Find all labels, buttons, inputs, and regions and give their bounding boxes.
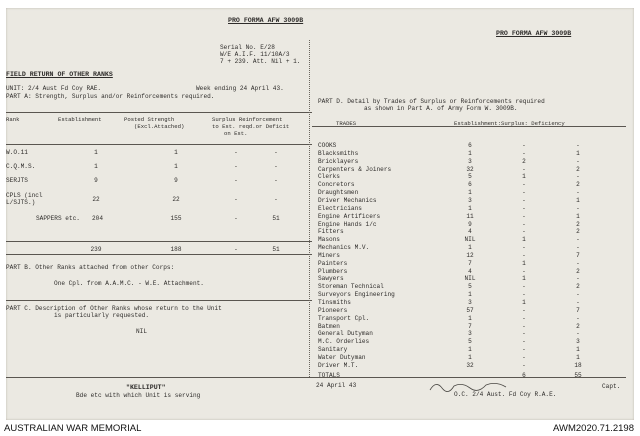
trade-establishment: 1: [468, 291, 472, 299]
trade-deficiency: 1: [576, 353, 580, 361]
trade-name: Surveyors Engineering: [318, 291, 395, 299]
trade-surplus: -: [522, 353, 526, 361]
part-c-heading: PART C. Description of Other Ranks whose return to the Unit: [6, 305, 222, 312]
trade-surplus: -: [522, 306, 526, 314]
trade-surplus: -: [522, 283, 526, 291]
part-c-bottom-rule: [6, 377, 312, 378]
trade-establishment: 3: [468, 196, 472, 204]
trade-establishment: 1: [468, 149, 472, 157]
trade-name: Concretors: [318, 181, 355, 189]
trade-surplus: 1: [522, 275, 526, 283]
col-surplus-1: Surplus Reinforcement: [212, 116, 283, 123]
rank-cell: W.O.11: [6, 149, 28, 156]
trade-name: Draughtsmen: [318, 189, 359, 197]
rank-cell: SAPPERS etc.: [36, 215, 80, 222]
trade-name: Driver Mechanics: [318, 196, 377, 204]
surplus-cell: -: [234, 177, 238, 184]
est-cell: 1: [94, 149, 98, 156]
trade-name: Transport Cpl.: [318, 314, 370, 322]
trade-deficiency: 1: [576, 149, 580, 157]
trade-establishment: 1: [468, 189, 472, 197]
trade-deficiency: 2: [576, 283, 580, 291]
col-surplus-2: to Est. reqd.or Deficit: [212, 123, 290, 130]
posted-cell: 155: [170, 215, 182, 222]
trade-surplus: -: [522, 165, 526, 173]
trade-name: Water Dutyman: [318, 353, 366, 361]
trade-surplus: -: [522, 189, 526, 197]
trade-deficiency: -: [576, 314, 580, 322]
trade-establishment: 6: [468, 181, 472, 189]
week-ending: Week ending 24 April 43.: [196, 85, 284, 92]
trade-establishment: 4: [468, 228, 472, 236]
trade-name: Bricklayers: [318, 157, 359, 165]
trade-establishment: 11: [466, 212, 474, 220]
trade-establishment: NIL: [464, 236, 476, 244]
trade-deficiency: -: [576, 291, 580, 299]
total-posted: 188: [170, 246, 182, 253]
caption-left: AUSTRALIAN WAR MEMORIAL: [4, 423, 142, 434]
trade-deficiency: -: [576, 204, 580, 212]
trade-deficiency: -: [576, 275, 580, 283]
trades-total-deficit: 55: [574, 372, 582, 379]
posted-cell: 1: [174, 163, 178, 170]
part-a-heading: PART A: Strength, Surplus and/or Reinforcements required.: [6, 93, 215, 100]
unit-line: UNIT: 2/4 Aust Fd Coy RAE.: [6, 85, 102, 92]
trade-surplus: -: [522, 212, 526, 220]
form-title-right: PRO FORMA AFW 3009B: [496, 30, 572, 37]
part-b-detail: One Cpl. from A.A.M.C. - W.E. Attachment.: [54, 280, 204, 287]
rank-cell: SERJTS: [6, 177, 28, 184]
deficit-cell: 51: [272, 215, 280, 222]
trade-establishment: 1: [468, 204, 472, 212]
trade-surplus: -: [522, 251, 526, 259]
trade-surplus: -: [522, 149, 526, 157]
trade-surplus: -: [522, 181, 526, 189]
trade-establishment: 9: [468, 220, 472, 228]
total-surplus: -: [234, 246, 238, 253]
trade-establishment: 1: [468, 346, 472, 354]
strength-line: 7 + 239. Att. Nil + 1.: [220, 58, 301, 65]
footer-date: 24 April 43: [316, 382, 357, 389]
est-cell: 22: [92, 196, 100, 203]
part-a-top-rule: [6, 112, 312, 113]
trade-deficiency: -: [576, 244, 580, 252]
posted-cell: 9: [174, 177, 178, 184]
trade-name: Blacksmiths: [318, 149, 359, 157]
center-divider: [309, 40, 310, 377]
trade-deficiency: -: [576, 236, 580, 244]
trade-surplus: -: [522, 142, 526, 149]
part-d-heading: PART D. Detail by Trades of Surplus or Reinforcements required: [318, 98, 545, 105]
trade-deficiency: 7: [576, 251, 580, 259]
trade-deficiency: 2: [576, 165, 580, 173]
trade-deficiency: -: [576, 330, 580, 338]
trade-deficiency: -: [576, 157, 580, 165]
trade-establishment: 1: [468, 244, 472, 252]
trade-deficiency: -: [576, 259, 580, 267]
trade-establishment: 3: [468, 330, 472, 338]
trade-deficiency: 1: [576, 196, 580, 204]
trade-establishment: 6: [468, 142, 472, 149]
col-surplus-3: on Est.: [224, 130, 248, 137]
trade-establishment: 32: [466, 165, 474, 173]
part-a-bottom-rule: [6, 254, 312, 255]
trade-surplus: 1: [522, 236, 526, 244]
trade-name: Mechanics M.V.: [318, 244, 370, 252]
trade-deficiency: 2: [576, 322, 580, 330]
trade-establishment: 1: [468, 353, 472, 361]
trades-totals-label: TOTALS: [318, 372, 340, 379]
trade-surplus: -: [522, 330, 526, 338]
trade-name: Tinsmiths: [318, 299, 351, 306]
trade-name: Plumbers: [318, 267, 348, 275]
trade-surplus: -: [522, 244, 526, 252]
location-name: "KELLIPUT": [126, 384, 166, 391]
trade-establishment: 7: [468, 322, 472, 330]
total-est: 239: [90, 246, 102, 253]
est-cell: 9: [94, 177, 98, 184]
trade-surplus: 2: [522, 157, 526, 165]
rank-cell-continued: L/SJTS.): [6, 199, 36, 206]
part-c-subheading: is particularly requested.: [54, 312, 150, 319]
trade-surplus: -: [522, 322, 526, 330]
trade-name: COOKS: [318, 142, 337, 149]
serial-number: Serial No. E/28: [220, 44, 275, 51]
col-trades-values: Establishment:Surplus: Deficiency: [454, 120, 565, 127]
trade-surplus: 1: [522, 259, 526, 267]
trade-surplus: -: [522, 196, 526, 204]
part-d-subheading: as shown in Part A. of Army Form W. 3009B.: [364, 105, 518, 112]
trade-name: Storeman Technical: [318, 283, 384, 291]
signature-line: O.C. 2/4 Aust. Fd Coy R.A.E.: [454, 391, 557, 398]
trade-name: Painters: [318, 259, 348, 267]
deficit-cell: -: [274, 149, 278, 156]
trade-deficiency: 2: [576, 267, 580, 275]
trade-establishment: 5: [468, 173, 472, 181]
total-deficit: 51: [272, 246, 280, 253]
surplus-cell: -: [234, 196, 238, 203]
trade-name: Miners: [318, 251, 340, 259]
est-cell: 1: [94, 163, 98, 170]
we-reference: W/E A.I.F. 11/10A/3: [220, 51, 290, 58]
trade-name: General Dutyman: [318, 330, 373, 338]
trades-total-surplus: 6: [522, 372, 526, 379]
trade-name: Engine Hands 1/c: [318, 220, 377, 228]
trade-surplus: -: [522, 338, 526, 346]
trade-surplus: -: [522, 220, 526, 228]
form-title: PRO FORMA AFW 3009B: [228, 17, 304, 24]
trade-deficiency: 7: [576, 306, 580, 314]
trade-deficiency: 3: [576, 338, 580, 346]
trade-deficiency: 2: [576, 181, 580, 189]
trade-surplus: -: [522, 346, 526, 354]
est-cell: 204: [92, 215, 103, 222]
col-posted-2: (Excl.Attached): [134, 123, 185, 130]
trade-surplus: -: [522, 267, 526, 275]
trade-name: Fitters: [318, 228, 344, 236]
rank-cell: CPLS (incl: [6, 192, 43, 199]
trade-name: Electricians: [318, 204, 362, 212]
trade-deficiency: 1: [576, 346, 580, 354]
trade-establishment: 3: [468, 157, 472, 165]
col-posted-1: Posted Strength: [124, 116, 175, 123]
trade-surplus: 1: [522, 173, 526, 181]
trade-surplus: -: [522, 204, 526, 212]
part-a-header-rule: [6, 144, 312, 145]
col-establishment: Establishment: [58, 116, 102, 123]
trade-deficiency: -: [576, 299, 580, 306]
trade-deficiency: -: [576, 173, 580, 181]
trade-deficiency: -: [576, 142, 580, 149]
part-a-total-rule: [6, 241, 312, 242]
trade-establishment: 1: [468, 314, 472, 322]
archive-caption: [0, 420, 640, 436]
part-c-value: NIL: [136, 328, 147, 335]
trade-deficiency: 18: [574, 361, 582, 369]
trade-name: Clerks: [318, 173, 340, 181]
trade-name: M.C. Orderlies: [318, 338, 370, 346]
trade-surplus: -: [522, 291, 526, 299]
trade-name: Sanitary: [318, 346, 348, 354]
trade-establishment: 32: [466, 361, 474, 369]
col-trades: TRADES: [336, 120, 357, 127]
rank-label: Capt.: [602, 383, 621, 390]
part-b-bottom-rule: [6, 300, 312, 301]
trade-name: Masons: [318, 236, 340, 244]
trade-establishment: NIL: [464, 275, 476, 283]
trade-surplus: -: [522, 361, 526, 369]
trade-name: Driver M.T.: [318, 361, 359, 369]
trade-surplus: -: [522, 228, 526, 236]
trade-name: Sawyers: [318, 275, 344, 283]
trade-name: Engine Artificers: [318, 212, 381, 220]
trade-establishment: 7: [468, 259, 472, 267]
trade-establishment: 12: [466, 251, 474, 259]
trade-name: Carpenters & Joiners: [318, 165, 392, 173]
trade-establishment: 5: [468, 338, 472, 346]
posted-cell: 1: [174, 149, 178, 156]
caption-right: AWM2020.71.2198: [553, 423, 634, 434]
trade-establishment: 5: [468, 283, 472, 291]
rank-cell: C.Q.M.S.: [6, 163, 36, 170]
trade-surplus: 1: [522, 299, 526, 306]
surplus-cell: -: [234, 163, 238, 170]
col-rank: Rank: [6, 116, 20, 123]
trade-deficiency: 2: [576, 220, 580, 228]
trade-deficiency: 2: [576, 228, 580, 236]
trade-name: Batmen: [318, 322, 340, 330]
trade-deficiency: 1: [576, 212, 580, 220]
trade-establishment: 4: [468, 267, 472, 275]
location-label: Bde etc with which Unit is serving: [76, 392, 201, 399]
surplus-cell: -: [234, 215, 238, 222]
deficit-cell: -: [274, 177, 278, 184]
trade-name: Pioneers: [318, 306, 348, 314]
field-return-title: FIELD RETURN OF OTHER RANKS: [6, 71, 113, 78]
trade-establishment: 3: [468, 299, 472, 306]
trade-deficiency: -: [576, 189, 580, 197]
document-sheet: [6, 8, 634, 420]
trade-establishment: 57: [466, 306, 474, 314]
posted-cell: 22: [172, 196, 180, 203]
trade-surplus: -: [522, 314, 526, 322]
surplus-cell: -: [234, 149, 238, 156]
part-b-heading: PART B. Other Ranks attached from other Corps:: [6, 264, 175, 271]
deficit-cell: -: [274, 163, 278, 170]
deficit-cell: -: [274, 196, 278, 203]
